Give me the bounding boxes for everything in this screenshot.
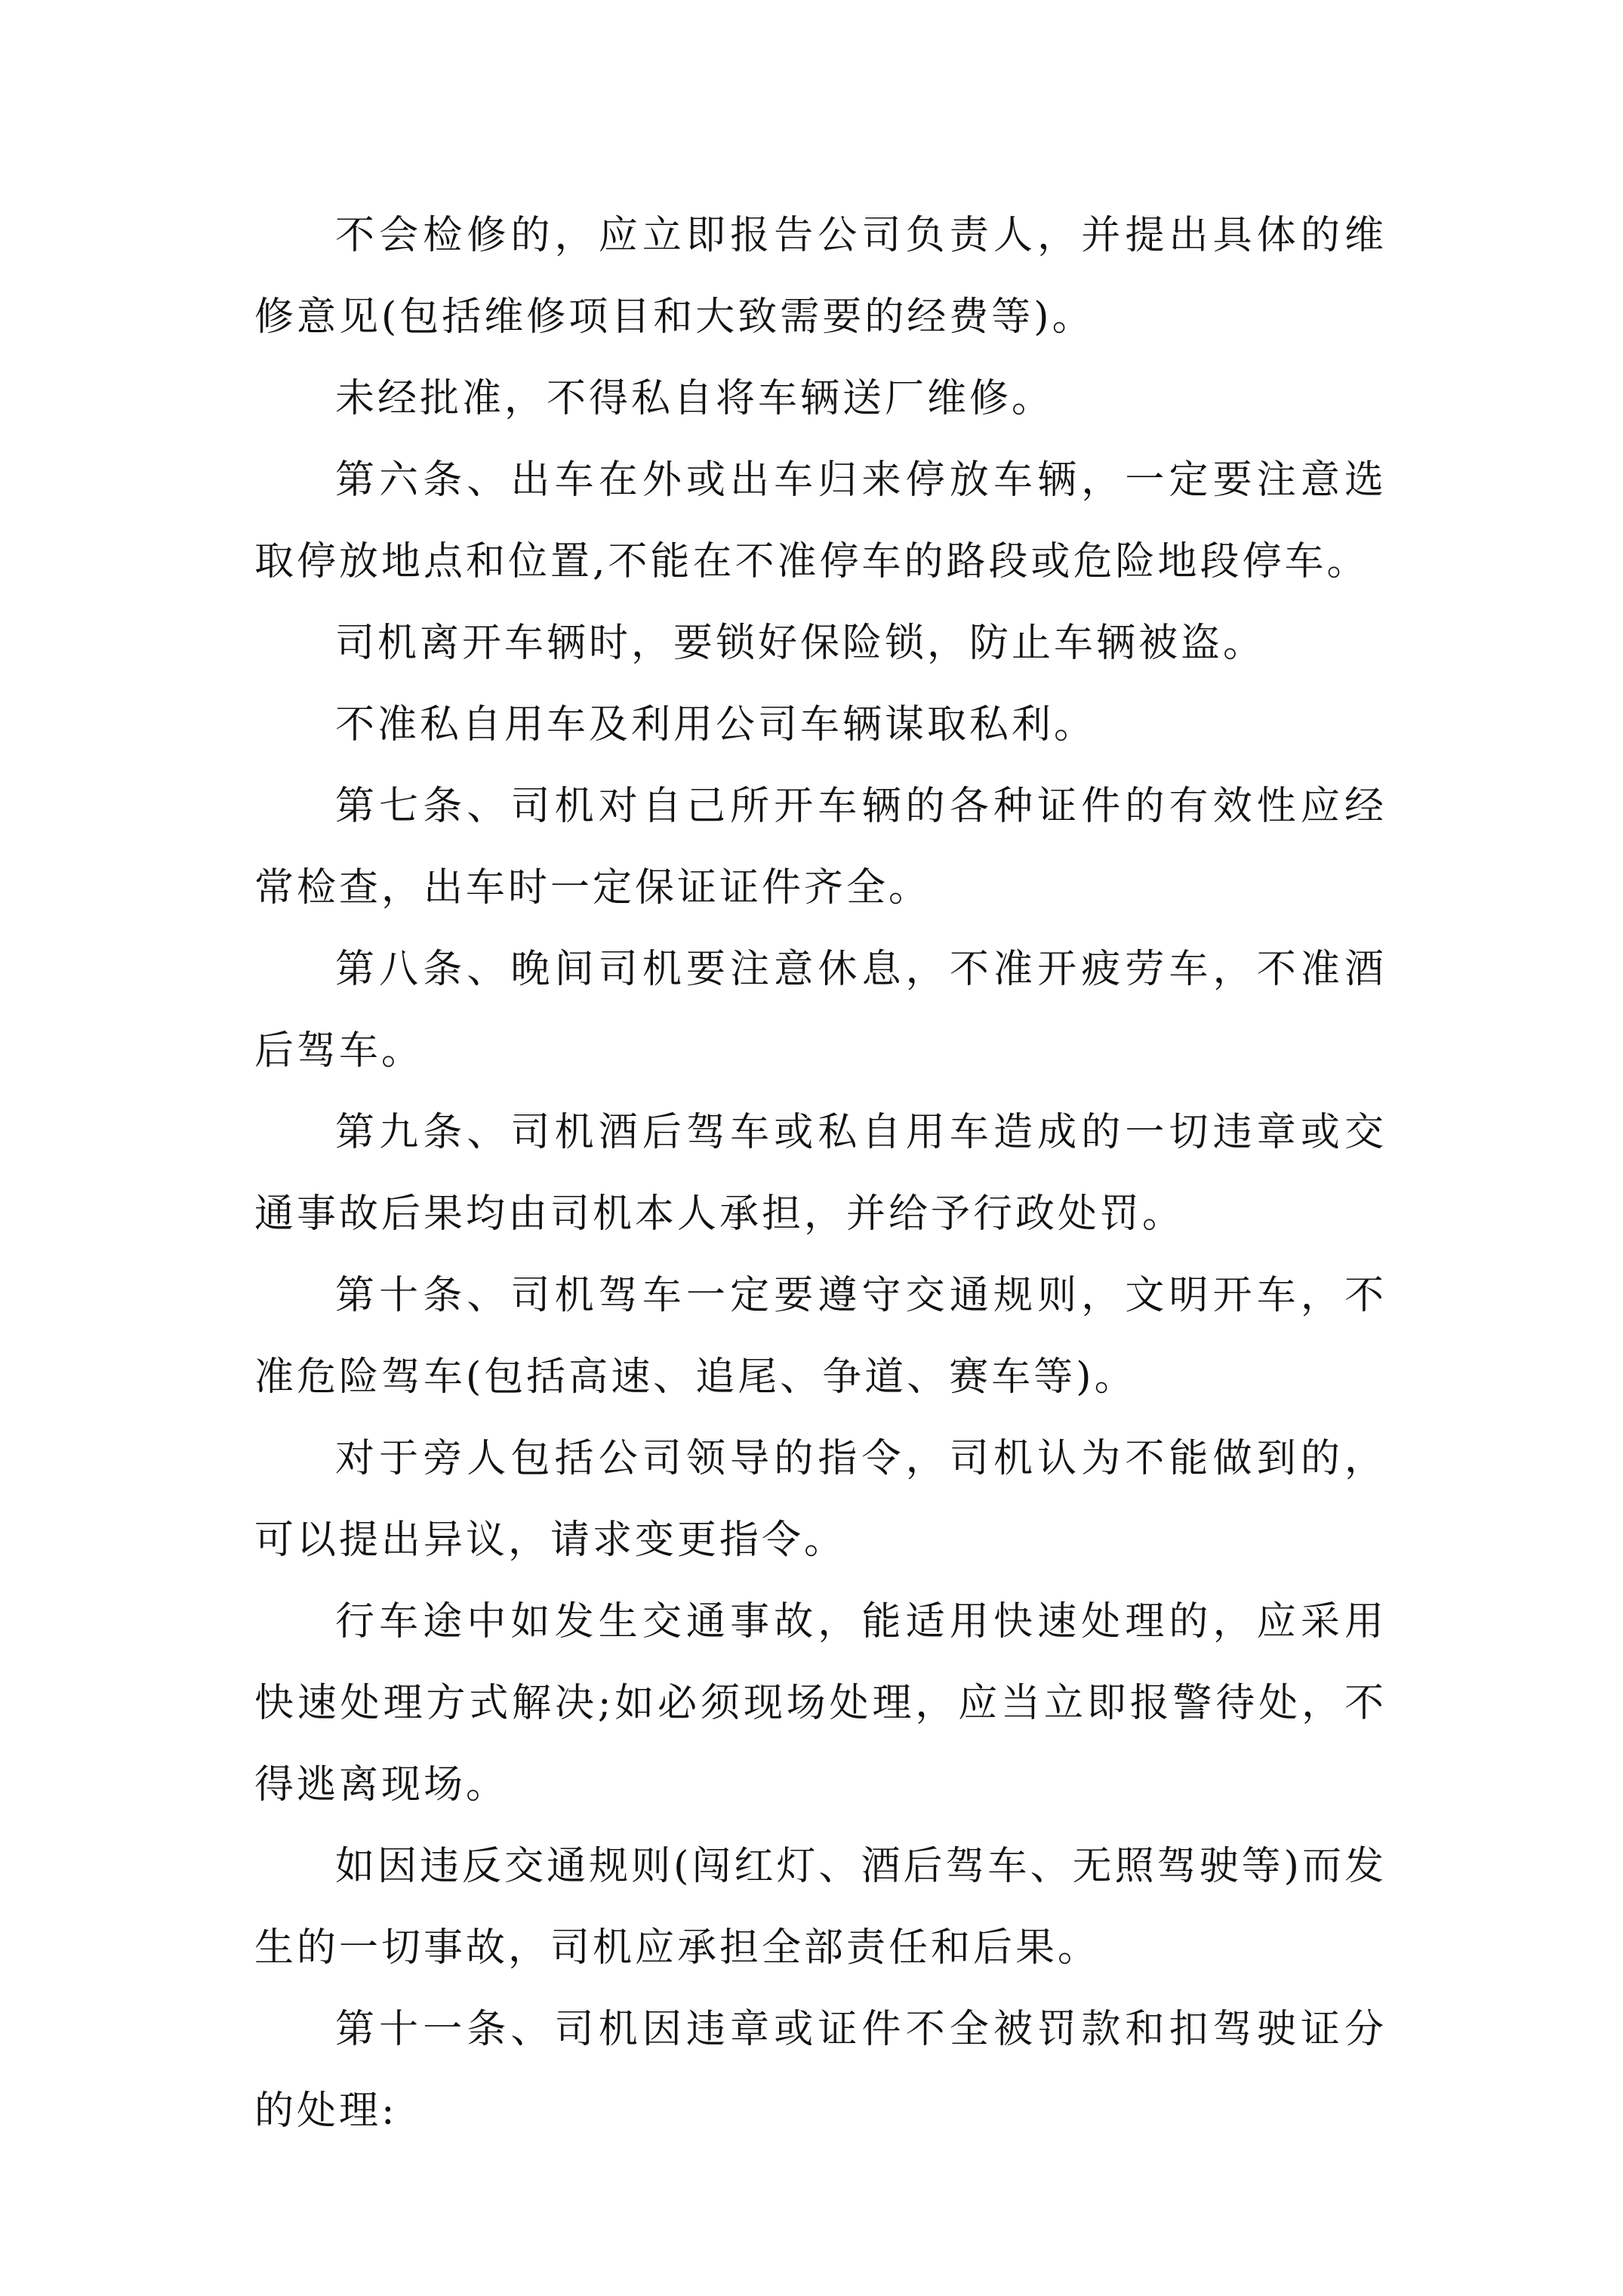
paragraph-article-10: 第十条、司机驾车一定要遵守交通规则，文明开车，不准危险驾车(包括高速、追尾、争道、赛车等)。 [254, 1273, 1387, 1400]
paragraph-repair-report: 不会检修的，应立即报告公司负责人，并提出具体的维修意见(包括维修项目和大致需要的经费等)。 [254, 213, 1387, 340]
paragraph-accident-handling: 行车途中如发生交通事故，能适用快速处理的，应采用快速处理方式解决;如必须现场处理，应当立即报警待处，不得逃离现场。 [254, 1599, 1387, 1808]
paragraph-article-7: 第七条、司机对自己所开车辆的各种证件的有效性应经常检查，出车时一定保证证件齐全。 [254, 784, 1387, 911]
paragraph-article-11: 第十一条、司机因违章或证件不全被罚款和扣驾驶证分的处理: [254, 2007, 1387, 2134]
paragraph-article-8: 第八条、晚间司机要注意休息，不准开疲劳车，不准酒后驾车。 [254, 947, 1387, 1074]
paragraph-objection: 对于旁人包括公司领导的指令，司机认为不能做到的，可以提出异议，请求变更指令。 [254, 1436, 1387, 1563]
paragraph-article-6: 第六条、出车在外或出车归来停放车辆，一定要注意选取停放地点和位置,不能在不准停车的路段或危险地段停车。 [254, 458, 1387, 584]
paragraph-article-9: 第九条、司机酒后驾车或私自用车造成的一切违章或交通事故后果均由司机本人承担，并给予行政处罚。 [254, 1110, 1387, 1237]
paragraph-lock-vehicle: 司机离开车辆时，要锁好保险锁，防止车辆被盗。 [335, 621, 1266, 666]
document-body [254, 195, 1387, 2152]
paragraph-violation-liability: 如因违反交通规则(闯红灯、酒后驾车、无照驾驶等)而发生的一切事故，司机应承担全部责任和后果。 [254, 1844, 1387, 1971]
paragraph-no-private-use: 不准私自用车及利用公司车辆谋取私利。 [335, 702, 1097, 747]
paragraph-no-private-repair: 未经批准，不得私自将车辆送厂维修。 [335, 376, 1055, 421]
